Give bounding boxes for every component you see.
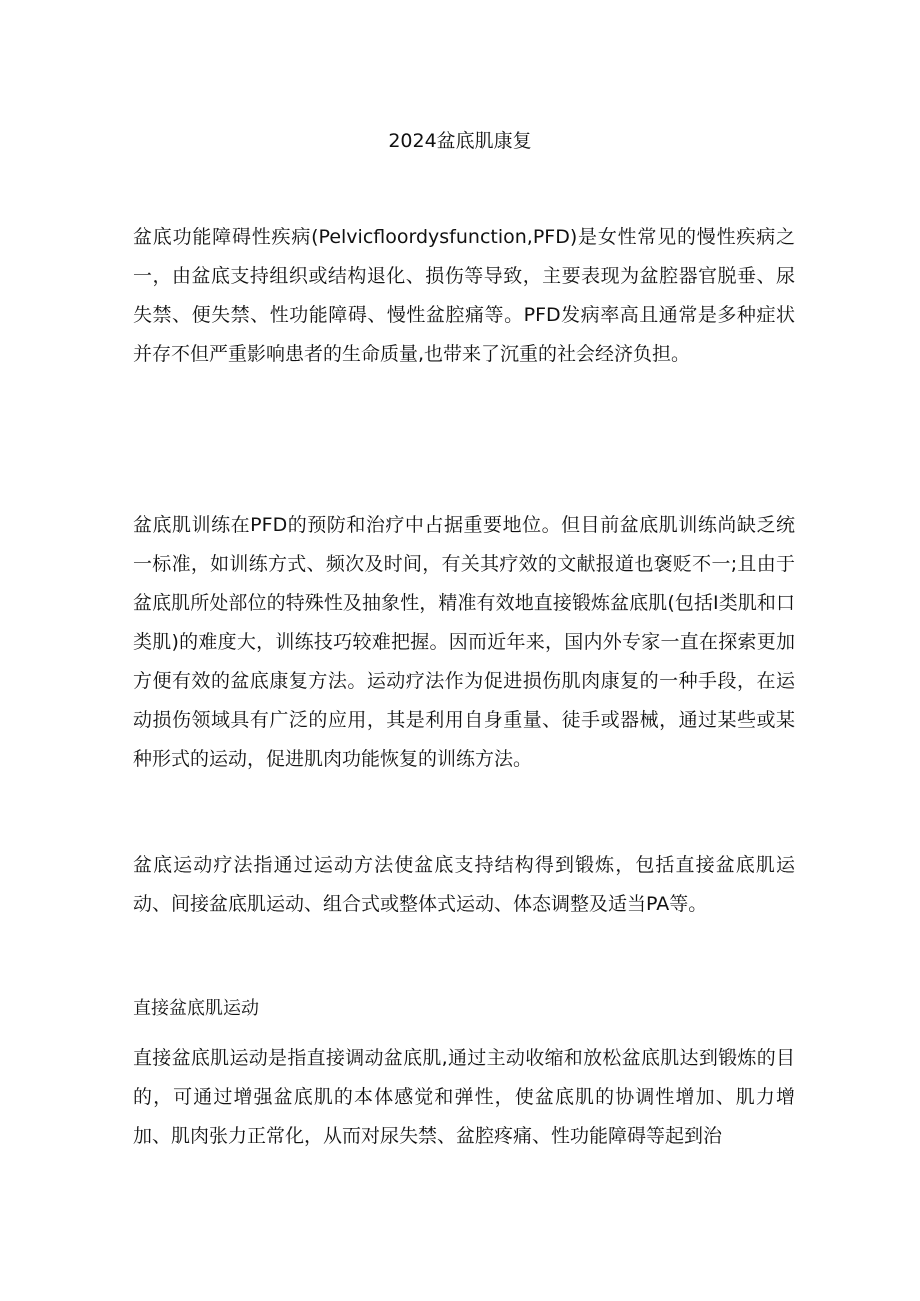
paragraph-pelvic-floor-training: 盆底肌训练在PFD的预防和治疗中占据重要地位。但目前盆底肌训练尚缺乏统一标准，如训练方式、频次及时间，有关其疗效的文献报道也褒贬不一;且由于盆底肌所处部位的特殊性及抽象性，精准有效地直接锻炼盆底肌(包括I类肌和口类肌)的难度大，训练技巧较难把握。因而近年来，国内外专家一直在探索更加方便有效的盆底康复方法。运动疗法作为促进损伤肌肉康复的一种手段，在运动损伤领域具有广泛的应用，其是利用自身重量、徒手或器械，通过某些或某种形式的运动，促进肌肉功能恢复的训练方法。 bbox=[133, 514, 795, 770]
document-title: 2024盆底肌康复 bbox=[388, 130, 532, 152]
paragraph-exercise-therapy: 盆底运动疗法指通过运动方法使盆底支持结构得到锻炼，包括直接盆底肌运动、间接盆底肌运动、组合式或整体式运动、体态调整及适当PA等。 bbox=[133, 854, 795, 915]
paragraph-pfd-intro: 盆底功能障碍性疾病(Pelvicfloordysfunction,PFD)是女性常见的慢性疾病之一，由盆底支持组织或结构退化、损伤等导致，主要表现为盆腔器官脱垂、尿失禁、便失禁、性功能障碍、慢性盆腔痛等。PFD发病率高且通常是多种症状并存不但严重影响患者的生命质量,也带来了沉重的社会经济负担。 bbox=[133, 226, 795, 365]
section-heading-direct-exercise: 直接盆底肌运动 bbox=[133, 998, 259, 1019]
paragraph-direct-exercise: 直接盆底肌运动是指直接调动盆底肌,通过主动收缩和放松盆底肌达到锻炼的目的，可通过增强盆底肌的本体感觉和弹性，使盆底肌的协调性增加、肌力增加、肌肉张力正常化，从而对尿失禁、盆腔疼痛、性功能障碍等起到治 bbox=[133, 1047, 795, 1147]
